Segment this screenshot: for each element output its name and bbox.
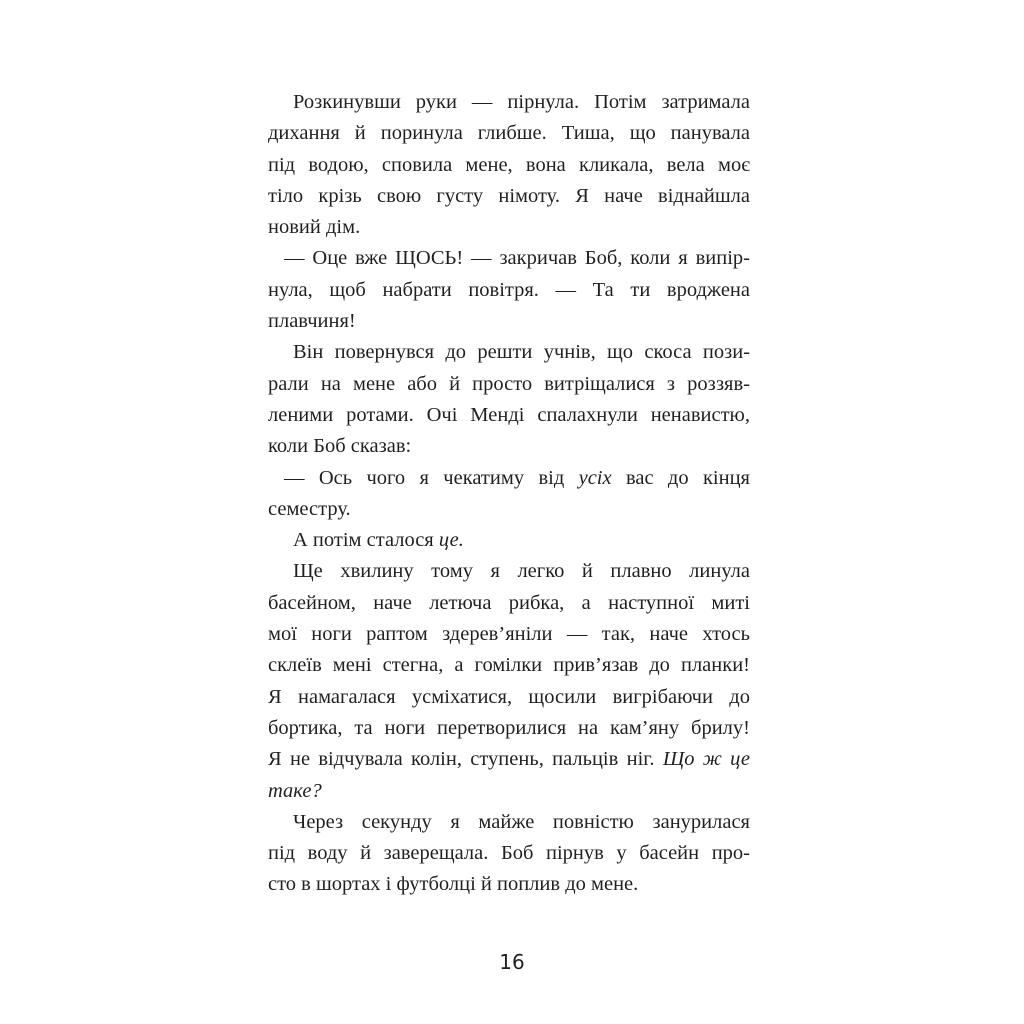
text-line bbox=[268, 306, 750, 337]
text-line bbox=[268, 619, 750, 650]
text-line bbox=[268, 400, 750, 431]
text-span: Розкинувши руки — пірнула. Потім затримала bbox=[293, 91, 750, 113]
text-line bbox=[268, 650, 750, 681]
text-span: під воду й заверещала. Боб пірнув у басейн про- bbox=[268, 842, 750, 865]
italic-span: це. bbox=[438, 529, 464, 552]
page-number: 16 bbox=[499, 950, 525, 974]
text-span: Через секунду я майже повністю занурилася bbox=[293, 810, 750, 833]
text-line bbox=[268, 431, 750, 462]
text-span: коли Боб сказав: bbox=[268, 435, 412, 458]
text-span: сто в шортах і футболці й поплив до мене. bbox=[268, 873, 639, 896]
text-span: дихання й поринула глибше. Тиша, що панувала bbox=[268, 122, 750, 145]
text-line bbox=[268, 243, 750, 274]
italic-span: усіх bbox=[578, 466, 612, 489]
text-span: під водою, сповила мене, вона кликала, вела моє bbox=[268, 153, 750, 176]
text-line bbox=[268, 275, 750, 306]
text-line bbox=[268, 525, 750, 556]
text-line bbox=[268, 118, 750, 149]
text-span: бортика, та ноги перетворилися на кам’яну брилу! bbox=[268, 716, 750, 739]
page-body-text bbox=[268, 87, 750, 901]
text-line bbox=[268, 744, 750, 775]
text-span: мої ноги раптом здерев’яніли — так, наче хтось bbox=[268, 623, 750, 646]
italic-span: таке? bbox=[268, 779, 322, 802]
text-span: новий дім. bbox=[268, 216, 361, 239]
text-line bbox=[268, 87, 750, 118]
text-line bbox=[268, 337, 750, 368]
text-line bbox=[268, 776, 750, 807]
text-line bbox=[268, 869, 750, 900]
text-span: А потім сталося bbox=[293, 529, 439, 552]
text-span: рали на мене або й просто витріщалися з роззяв- bbox=[268, 372, 750, 395]
text-line bbox=[268, 556, 750, 587]
text-line bbox=[268, 369, 750, 400]
text-span: склеїв мені стегна, а гомілки прив’язав до планки! bbox=[268, 654, 750, 677]
text-line bbox=[268, 463, 750, 494]
text-span: Я намагалася усміхатися, щосили вигрібаючи до bbox=[268, 685, 750, 708]
text-span: плавчиня! bbox=[268, 310, 356, 333]
text-span: тіло крізь свою густу німоту. Я наче віднайшла bbox=[268, 184, 750, 207]
text-line bbox=[268, 150, 750, 181]
text-span: вас до кінця bbox=[611, 466, 750, 489]
text-span: Ще хвилину тому я легко й плавно линула bbox=[293, 560, 750, 583]
text-span: Він повернувся до решти учнів, що скоса пози- bbox=[293, 341, 750, 364]
text-span: семестру. bbox=[268, 497, 351, 520]
text-line bbox=[268, 807, 750, 838]
text-line bbox=[268, 838, 750, 869]
text-span: Я не відчувала колін, ступень, пальців ніг. bbox=[268, 748, 663, 771]
text-line bbox=[268, 682, 750, 713]
text-span: — Ось чого я чекатиму від bbox=[284, 466, 579, 489]
text-line bbox=[268, 212, 750, 243]
text-line bbox=[268, 181, 750, 212]
text-line bbox=[268, 588, 750, 619]
text-span: нула, щоб набрати повітря. — Та ти вроджена bbox=[268, 278, 750, 301]
text-span: — Оце вже ЩОСЬ! — закричав Боб, коли я випір- bbox=[284, 247, 750, 270]
text-span: леними ротами. Очі Менді спалахнули ненавистю, bbox=[268, 403, 750, 426]
text-line bbox=[268, 494, 750, 525]
italic-span: Що ж це bbox=[662, 748, 750, 771]
text-line bbox=[268, 713, 750, 744]
text-span: басейном, наче летюча рибка, а наступної миті bbox=[268, 591, 750, 614]
